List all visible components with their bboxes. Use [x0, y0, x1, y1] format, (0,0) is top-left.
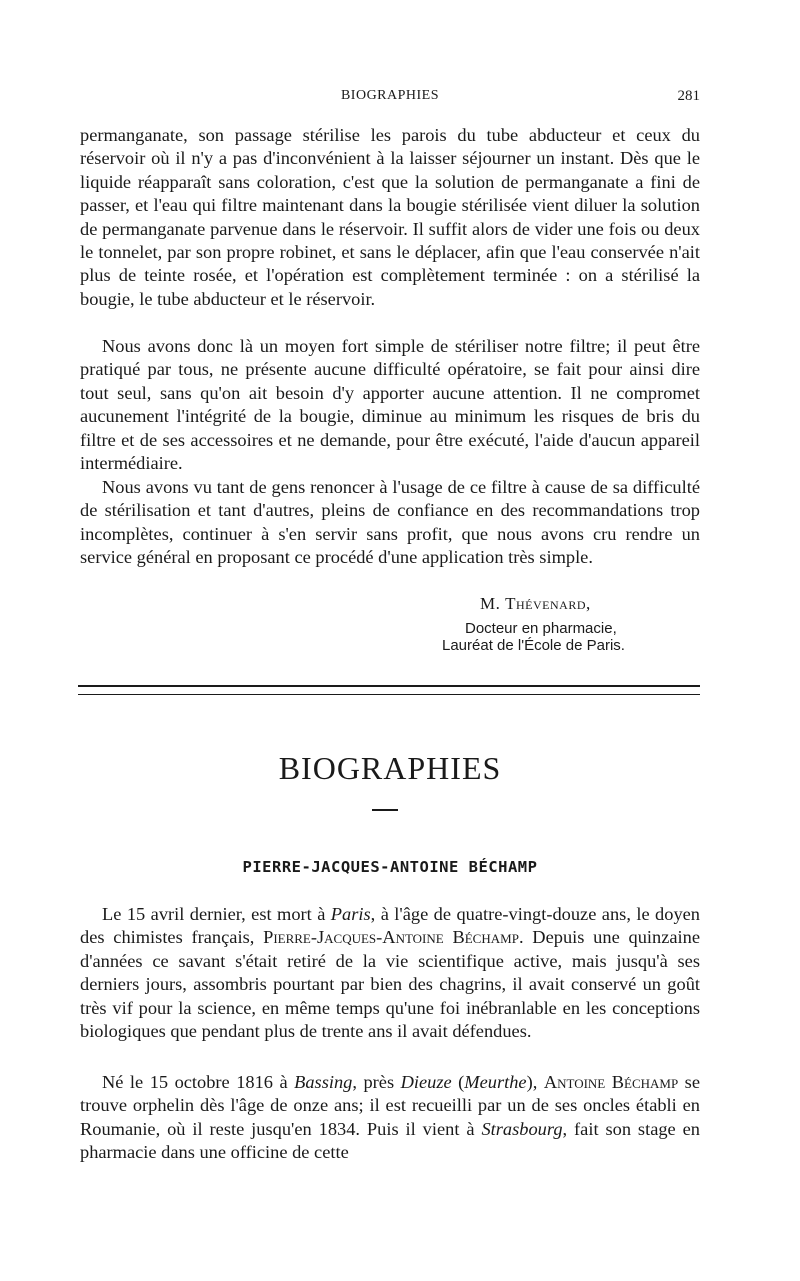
title-underline	[372, 809, 398, 811]
text-run: Né le 15 octobre 1816 à	[102, 1072, 295, 1092]
section-divider	[78, 685, 700, 695]
place-strasbourg: Strasbourg	[481, 1118, 563, 1139]
running-head	[80, 88, 700, 110]
author-initial: M.	[480, 594, 501, 613]
text-run: (	[451, 1072, 465, 1092]
paragraph-3	[80, 476, 700, 570]
person-name-short: Antoine Béchamp	[543, 1072, 679, 1092]
author-name	[480, 594, 700, 614]
page-number: 281	[677, 88, 700, 104]
place-bassing: Bassing	[294, 1072, 353, 1092]
paragraph-1	[80, 124, 700, 311]
paragraph-4-text	[80, 903, 700, 1043]
paragraph-1-text: permanganate, son passage stérilise les parois du tube abducteur et ceux du réservoir où il n'y a pas d'inconvénient à la laisser séjourner un instant. Dès que le liquide réapparaît sans coloration, c'est que la solution de permanganate a fini de passer, et l'eau qui filtre maintenant dans la bougie stérilisée vient diluer la solution de permanganate parvenue dans le réservoir. Il suffit alors de vider une fois ou deux le tonnelet, par son propre robinet, et sans le déplacer, afin que l'eau conservée n'ait plus de teinte rosée, et l'opération est complètement terminée : on a stérilisé la bougie, le tube abducteur et le réservoir.	[80, 125, 700, 309]
text-run: , à l'âge de quatre-vingt-douze ans, le doyen des chimistes français,	[80, 904, 700, 948]
author-title-line-1: Docteur en pharmacie,	[465, 620, 617, 637]
paragraph-4	[80, 903, 700, 1043]
author-signature	[440, 594, 700, 654]
paragraph-2	[80, 335, 700, 475]
place-paris: Paris	[330, 904, 371, 924]
text-run: Le 15 avril dernier, est mort à	[102, 904, 331, 924]
running-title: BIOGRAPHIES	[340, 88, 440, 103]
text-run: se trouve orphelin dès l'âge de onze ans; il est recueilli par un de ses oncles établi en Roumanie, où il reste jusqu'en 1834. Puis il vient à	[80, 1072, 700, 1139]
text-run: , près	[352, 1072, 401, 1092]
author-surname: Thévenard,	[505, 594, 591, 613]
text-run: ),	[526, 1072, 544, 1092]
section-title: BIOGRAPHIES	[278, 750, 502, 786]
paragraph-5	[80, 1071, 700, 1165]
biography-subheading: PIERRE-JACQUES-ANTOINE BÉCHAMP	[242, 858, 538, 876]
person-name-full: Pierre-Jacques-Antoine Béchamp	[263, 927, 519, 948]
paragraph-5-text	[80, 1071, 700, 1165]
paragraph-2-text: Nous avons donc là un moyen fort simple de stériliser notre filtre; il peut être pratiqué par tous, ne présente aucune difficulté opératoire, se fait pour ainsi dire tout seul, sans qu'on ait besoin d'y apporter aucune attention. Il ne compromet aucunement l'intégrité de la bougie, diminue au minimum les risques de bris du filtre et de ses accessoires et ne demande, pour être exécuté, l'aide d'aucun appareil intermédiaire.	[80, 336, 700, 474]
author-title-line-2: Lauréat de l'École de Paris.	[442, 637, 625, 654]
text-run: . Depuis une quinzaine d'années ce savant s'était retiré de la vie scientifique active, mais jusqu'à ses derniers jours, assombris pourtant par bien des chagrins, il avait conservé un goût très vif pour la science, en même temps qu'une foi inébranlable en les conceptions biologiques que pendant plus de trente ans il avait défendues.	[80, 927, 700, 1042]
place-meurthe: Meurthe	[464, 1072, 527, 1092]
place-dieuze: Dieuze	[400, 1072, 452, 1092]
text-run: , fait son stage en pharmacie dans une officine de cette	[80, 1118, 700, 1163]
paragraph-3-text: Nous avons vu tant de gens renoncer à l'usage de ce filtre à cause de sa difficulté de stérilisation et tant d'autres, pleins de confiance en des recommandations trop incomplètes, continuer à s'en servir sans profit, que nous avons cru rendre un service général en proposant ce procédé d'une application très simple.	[80, 477, 700, 568]
